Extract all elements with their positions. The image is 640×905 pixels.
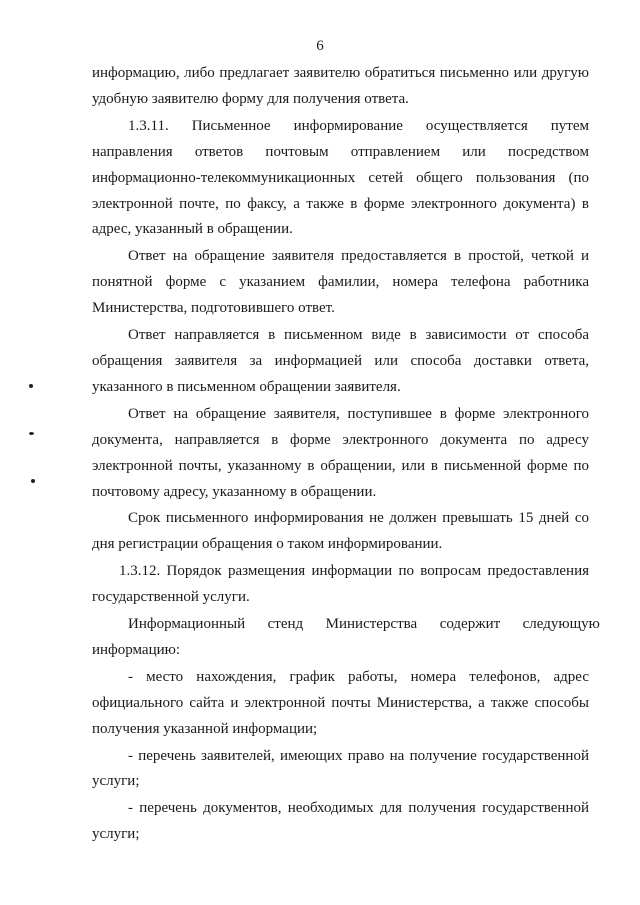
list-item-documents: - перечень документов, необходимых для получения государственной услуги; [92,800,589,843]
paragraph-electronic-response: Ответ на обращение заявителя, поступившее в форме электронного документа, направляется в форме электронного документа по адресу электронной почты, указанному в обращении, или в письменной форме по почтовому адресу, указанному в обращении. [92,405,589,500]
paragraph-response-form: Ответ на обращение заявителя предоставляется в простой, четкой и понятной форме с указанием фамилии, номера телефона работника Министерства, подготовившего ответ. [92,248,589,317]
paragraph-info-stand: Информационный стенд Министерства содержит следующую информацию: [92,616,600,658]
scan-artifact-dot [29,384,33,388]
paragraph-continuation: информацию, либо предлагает заявителю обратиться письменно или другую удобную заявителю форму для получения ответа. [92,65,589,107]
paragraph-1-3-12: 1.3.12. Порядок размещения информации по вопросам предоставления государственной услуги. [92,563,589,606]
list-item-applicants: - перечень заявителей, имеющих право на получение государственной услуги; [92,747,589,790]
page-number: 6 [316,38,324,54]
paragraph-written-response: Ответ направляется в письменном виде в зависимости от способа обращения заявителя за информацией или способа доставки ответа, указанного в письменном обращении заявителя. [92,327,589,395]
paragraph-1-3-11: 1.3.11. Письменное информирование осуществляется путем направления ответов почтовым отправлением или посредством информационно-телекоммуникационных сетей общего пользования (по электронной почте, по факсу, а также в форме электронного документа) в адрес, указанный в обращении. [92,117,589,238]
scan-artifact-dot [31,479,35,483]
paragraph-deadline: Срок письменного информирования не должен превышать 15 дней со дня регистрации обращения о таком информировании. [92,510,589,553]
document-body [92,61,600,848]
list-item-location: - место нахождения, график работы, номера телефонов, адрес официального сайта и электронной почты Министерства, а также способы получения указанной информации; [92,668,589,737]
scan-artifact-dot [29,432,34,435]
